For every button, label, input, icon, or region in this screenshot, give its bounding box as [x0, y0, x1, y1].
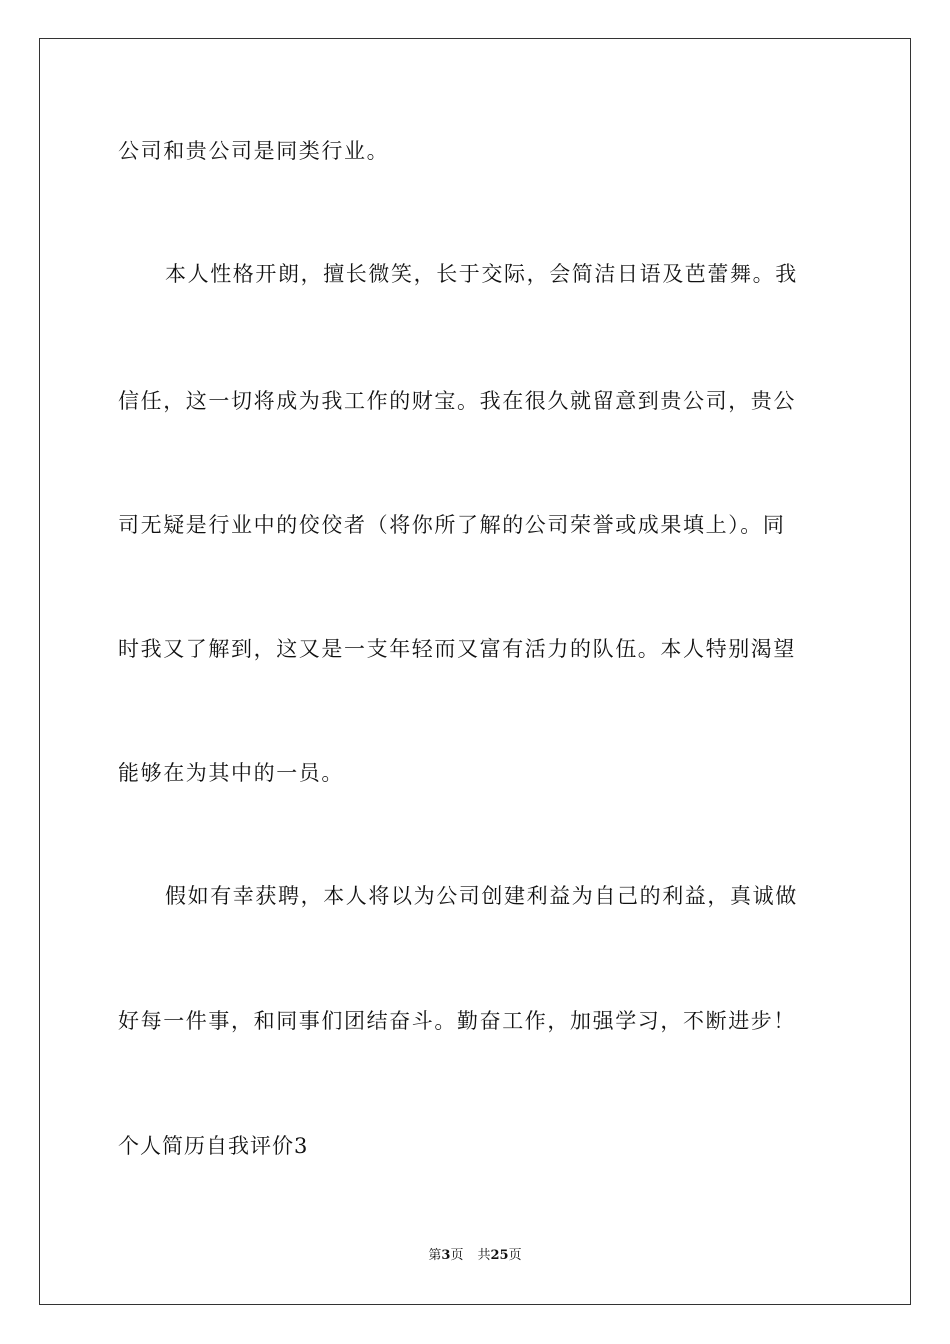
footer-total-pages: 25 — [490, 1248, 509, 1263]
body-line-6: 能够在为其中的一员。 — [118, 761, 344, 785]
footer-page-number: 3 — [441, 1248, 451, 1263]
body-line-8: 好每一件事，和同事们团结奋斗。勤奋工作，加强学习，不断进步！ — [118, 1009, 796, 1033]
paragraph-start-line-2: 假如有幸获聘，本人将以为公司创建利益为自己的利益，真诚做 — [165, 884, 798, 908]
body-line-4: 司无疑是行业中的佼佼者（将你所了解的公司荣誉或成果填上）。同 — [118, 513, 786, 537]
footer-page-suffix: 页 — [450, 1248, 464, 1263]
page-footer — [0, 1247, 950, 1265]
body-line-5: 时我又了解到，这又是一支年轻而又富有活力的队伍。本人特别渴望 — [118, 637, 796, 661]
footer-page-prefix: 第 — [428, 1248, 442, 1263]
page-frame — [39, 38, 911, 1305]
body-line-1: 公司和贵公司是同类行业。 — [118, 139, 390, 163]
body-line-3: 信任，这一切将成为我工作的财宝。我在很久就留意到贵公司，贵公 — [118, 389, 796, 413]
paragraph-start-line: 本人性格开朗，擅长微笑，长于交际，会简洁日语及芭蕾舞。我 — [165, 262, 798, 286]
footer-total-prefix: 共 — [477, 1248, 491, 1263]
footer-total-suffix: 页 — [508, 1248, 522, 1263]
section-heading: 个人简历自我评价3 — [118, 1134, 309, 1158]
